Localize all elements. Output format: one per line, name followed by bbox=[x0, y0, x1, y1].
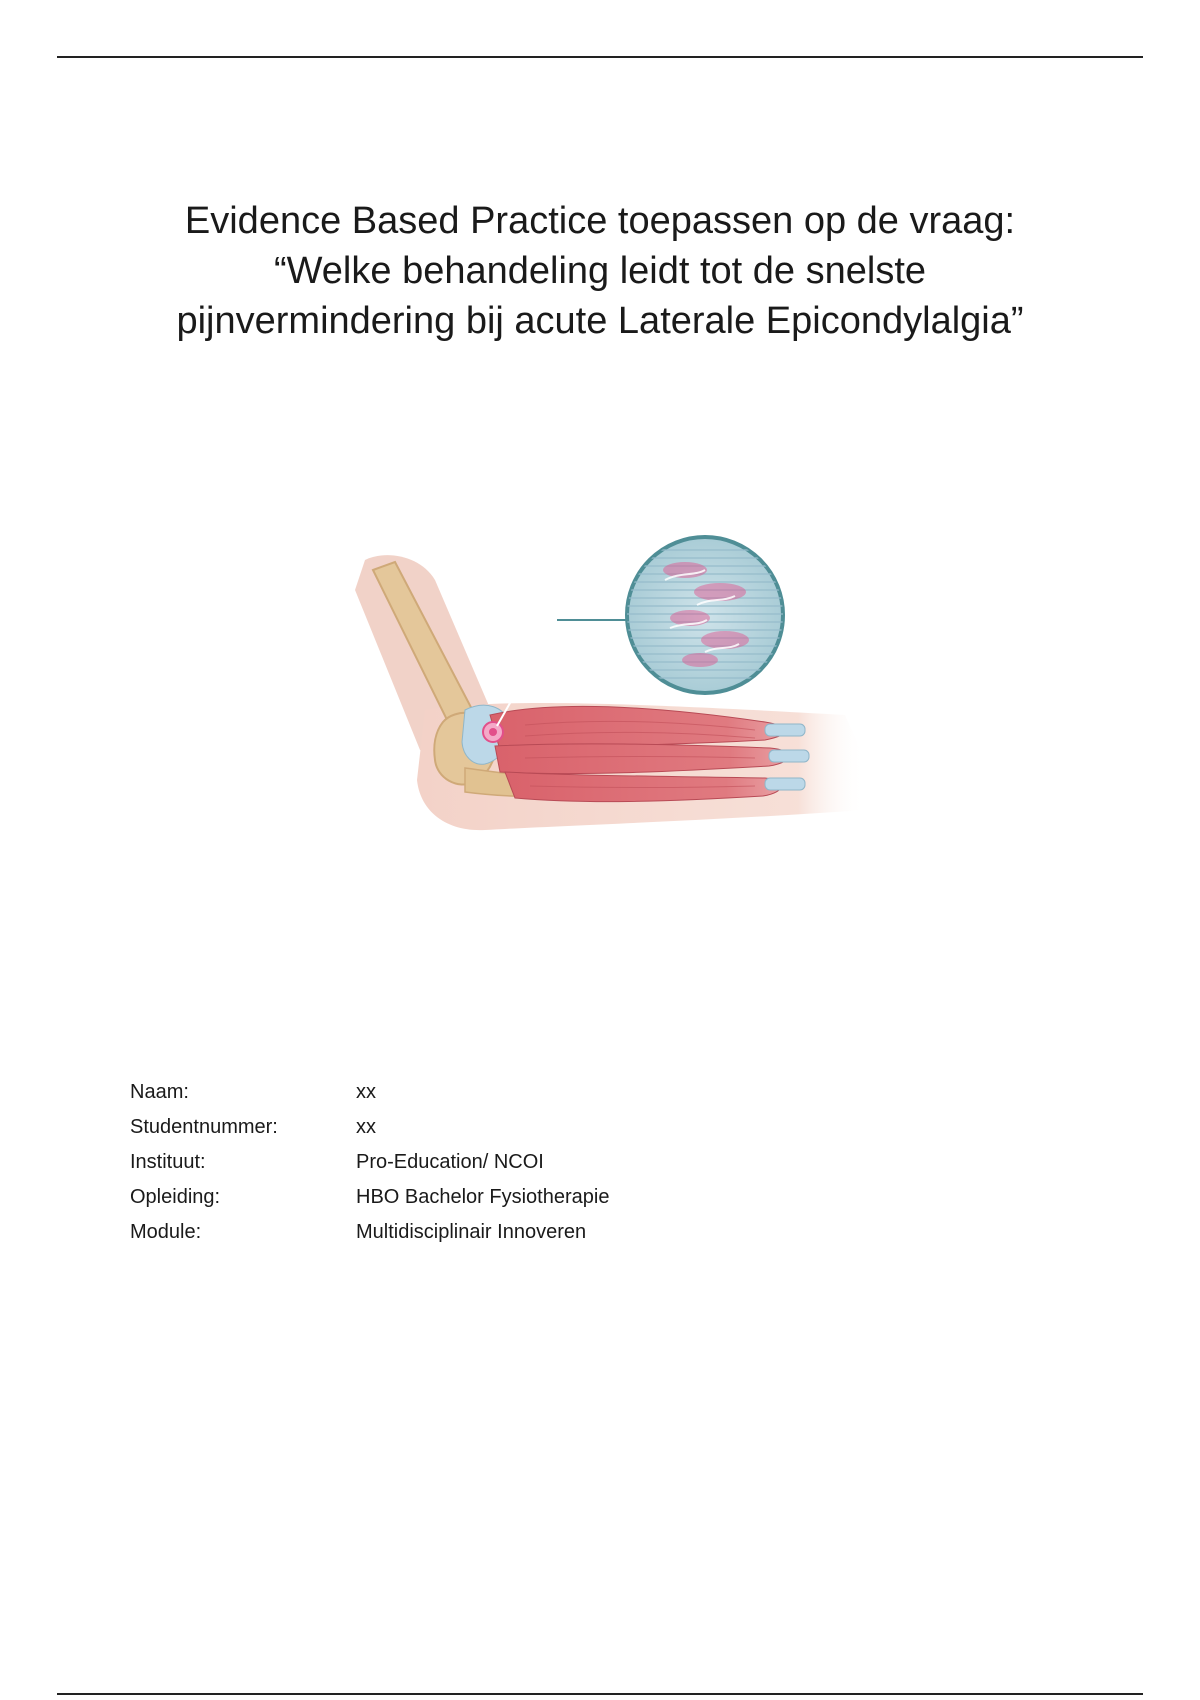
info-label: Naam: bbox=[130, 1081, 189, 1103]
info-label: Module: bbox=[130, 1221, 202, 1243]
info-row-module bbox=[130, 1215, 609, 1250]
info-row-instituut bbox=[130, 1145, 609, 1180]
top-rule bbox=[57, 56, 1143, 58]
info-row-opleiding bbox=[130, 1180, 609, 1215]
bottom-rule bbox=[57, 1693, 1143, 1695]
info-label: Studentnummer: bbox=[130, 1116, 278, 1138]
info-value: xx bbox=[356, 1116, 376, 1138]
title-line-3: pijnvermindering bij acute Laterale Epicondylalgia” bbox=[176, 300, 1024, 342]
info-value: xx bbox=[356, 1081, 376, 1103]
document-info bbox=[130, 1075, 609, 1250]
title-line-2: “Welke behandeling leidt tot de snelste bbox=[273, 250, 927, 292]
info-value: Pro-Education/ NCOI bbox=[356, 1151, 544, 1173]
info-label: Opleiding: bbox=[130, 1186, 221, 1208]
distal-tendons bbox=[765, 724, 809, 790]
page-title bbox=[100, 196, 1100, 346]
title-line-1: Evidence Based Practice toepassen op de vraag: bbox=[184, 200, 1016, 242]
info-label: Instituut: bbox=[130, 1151, 206, 1173]
info-value: HBO Bachelor Fysiotherapie bbox=[356, 1186, 610, 1208]
info-row-studentnummer bbox=[130, 1110, 609, 1145]
info-value: Multidisciplinair Innoveren bbox=[356, 1221, 587, 1243]
info-row-naam bbox=[130, 1075, 609, 1110]
elbow-anatomy-illustration bbox=[325, 510, 865, 890]
